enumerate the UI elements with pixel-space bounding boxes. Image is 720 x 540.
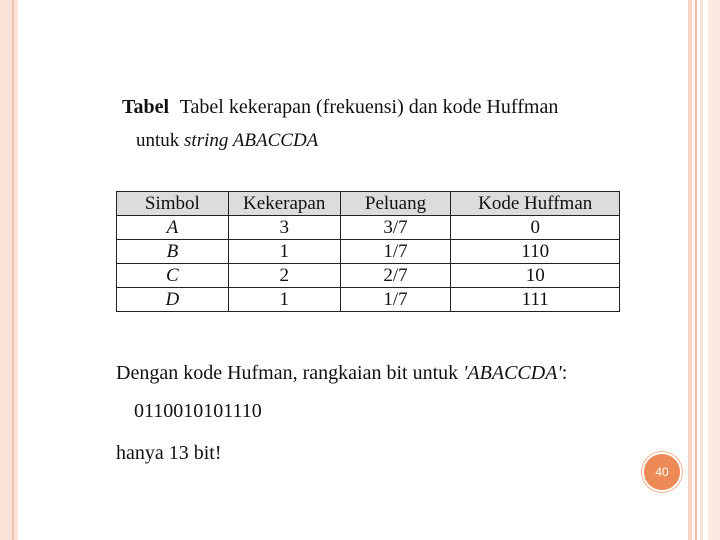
- border-stripe: [700, 0, 703, 540]
- header-peluang: Peluang: [340, 192, 451, 216]
- table-row: [117, 264, 620, 288]
- huffman-table: [116, 191, 620, 312]
- right-decorative-border: [684, 0, 720, 540]
- cell-kekerapan: 1: [228, 240, 340, 264]
- cell-kode: 0: [451, 216, 620, 240]
- cell-kode: 110: [451, 240, 620, 264]
- cell-simbol: D: [117, 288, 229, 312]
- left-decorative-border: [0, 0, 18, 540]
- table-row: [117, 288, 620, 312]
- sentence-prefix: Dengan kode Hufman, rangkaian bit untuk: [116, 362, 459, 384]
- table-row: [117, 216, 620, 240]
- cell-simbol: C: [117, 264, 229, 288]
- table-caption-line2: [136, 130, 318, 152]
- cell-peluang: 1/7: [340, 240, 451, 264]
- cell-simbol: B: [117, 240, 229, 264]
- sentence-string: 'ABACCDA': [463, 362, 562, 384]
- cell-peluang: 2/7: [340, 264, 451, 288]
- cell-kekerapan: 1: [228, 288, 340, 312]
- bitstring-sentence: [116, 362, 567, 385]
- conclusion-text: hanya 13 bit!: [116, 442, 222, 464]
- border-stripe: [708, 0, 720, 540]
- cell-kode: 111: [451, 288, 620, 312]
- caption-line2-italic: string ABACCDA: [184, 130, 319, 151]
- border-stripe: [695, 0, 697, 540]
- table-row: [117, 240, 620, 264]
- cell-peluang: 3/7: [340, 216, 451, 240]
- page-number-badge: 40: [642, 452, 682, 492]
- cell-simbol: A: [117, 216, 229, 240]
- bitstring: 0110010101110: [134, 400, 262, 422]
- caption-title: Tabel kekerapan (frekuensi) dan kode Huffman: [179, 96, 559, 118]
- header-simbol: Simbol: [117, 192, 229, 216]
- cell-kode: 10: [451, 264, 620, 288]
- sentence-suffix: :: [561, 362, 568, 384]
- table-header-row: [117, 192, 620, 216]
- header-kekerapan: Kekerapan: [228, 192, 340, 216]
- border-stripe: [688, 0, 692, 540]
- cell-kekerapan: 3: [228, 216, 340, 240]
- caption-line2-prefix: untuk: [136, 130, 180, 151]
- header-kode-huffman: Kode Huffman: [451, 192, 620, 216]
- cell-kekerapan: 2: [228, 264, 340, 288]
- caption-label: Tabel: [122, 96, 170, 118]
- table-caption: [122, 96, 558, 119]
- cell-peluang: 1/7: [340, 288, 451, 312]
